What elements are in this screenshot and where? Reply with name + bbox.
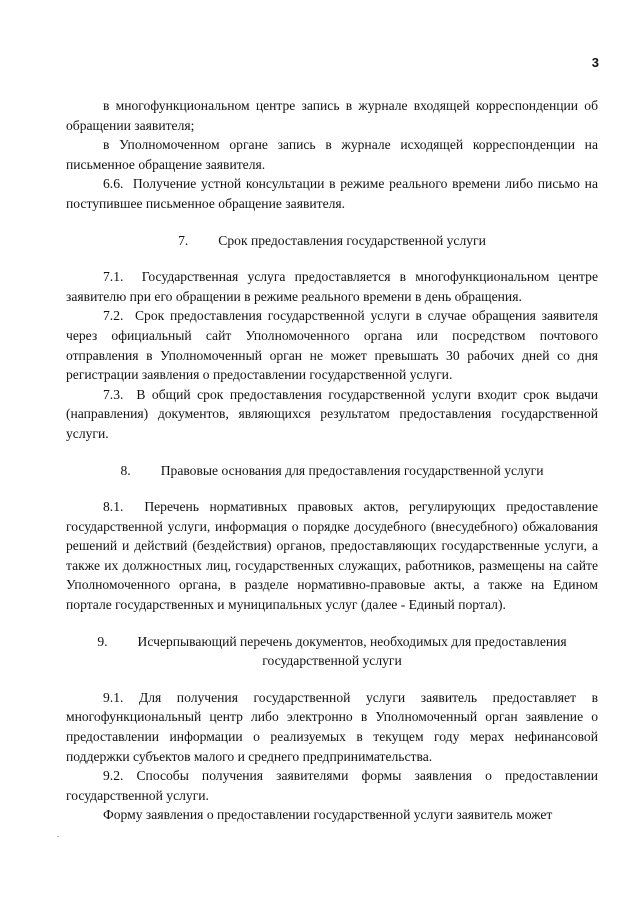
- paragraph: 9.2. Способы получения заявителями формы заявления о предоставлении государственной услуги.: [66, 768, 598, 803]
- document-body: [66, 96, 598, 825]
- paragraph: 9.1. Для получения государственной услуги заявитель предоставляет в многофункциональный центр либо электронно в Уполномоченный орган заявление о предоставлении информации о реализуемых в текущем году мерах нефинансовой поддержки субъектов малого и среднего предпринимательства.: [66, 689, 598, 764]
- paragraph: в многофункциональном центре запись в журнале входящей корреспонденции об обращении заявителя;: [66, 98, 598, 133]
- section-title-line2: государственной услуги: [262, 653, 402, 669]
- section-number: 9.: [97, 633, 108, 649]
- paragraph: 7.1. Государственная услуга предоставляется в многофункциональном центре заявителю при его обращении в режиме реального времени в день обращения.: [66, 269, 598, 304]
- paragraph: в Уполномоченном органе запись в журнале исходящей корреспонденции на письменное обращение заявителя.: [66, 137, 598, 172]
- section-number: 8.: [120, 462, 131, 478]
- paragraph: 7.3. В общий срок предоставления государственной услуги входит срок выдачи (направления) документов, являющихся результатом предоставления государственной услуги.: [66, 386, 598, 441]
- page-number: 3: [591, 55, 599, 70]
- section-heading-8: [66, 461, 598, 481]
- section-heading-9: [66, 632, 598, 671]
- paragraph: 6.6. Получение устной консультации в режиме реального времени либо письмо на поступившее письменное обращение заявителя.: [66, 176, 598, 211]
- section-number: 7.: [178, 232, 189, 248]
- paragraph: 7.2. Срок предоставления государственной услуги в случае обращения заявителя через официальный сайт Уполномоченного органа или посредством почтового отправления в Уполномоченный орган не может превышать 30 рабочих дней со дня регистрации заявления о предоставлении государственной услуги.: [66, 308, 598, 383]
- section-title: Срок предоставления государственной услуги: [218, 232, 486, 248]
- paragraph: Форму заявления о предоставлении государственной услуги заявитель может: [103, 807, 553, 823]
- section-heading-7: [66, 231, 598, 251]
- section-title-line1: Исчерпывающий перечень документов, необходимых для предоставления: [137, 633, 567, 649]
- scan-mark: [57, 836, 59, 837]
- section-title: Правовые основания для предоставления государственной услуги: [160, 462, 544, 478]
- paragraph: 8.1. Перечень нормативных правовых актов, регулирующих предоставление государственной услуги, информация о порядке досудебного (внесудебного) обжалования решений и действий (бездействия) органов, предоставляющих государственные услуги, а также их должностных лиц, государственных служащих, работников, размещены на сайте Уполномоченного органа, в разделе нормативно-правовые акты, а также на Едином портале государственных и муниципальных услуг (далее - Единый портал).: [66, 499, 598, 613]
